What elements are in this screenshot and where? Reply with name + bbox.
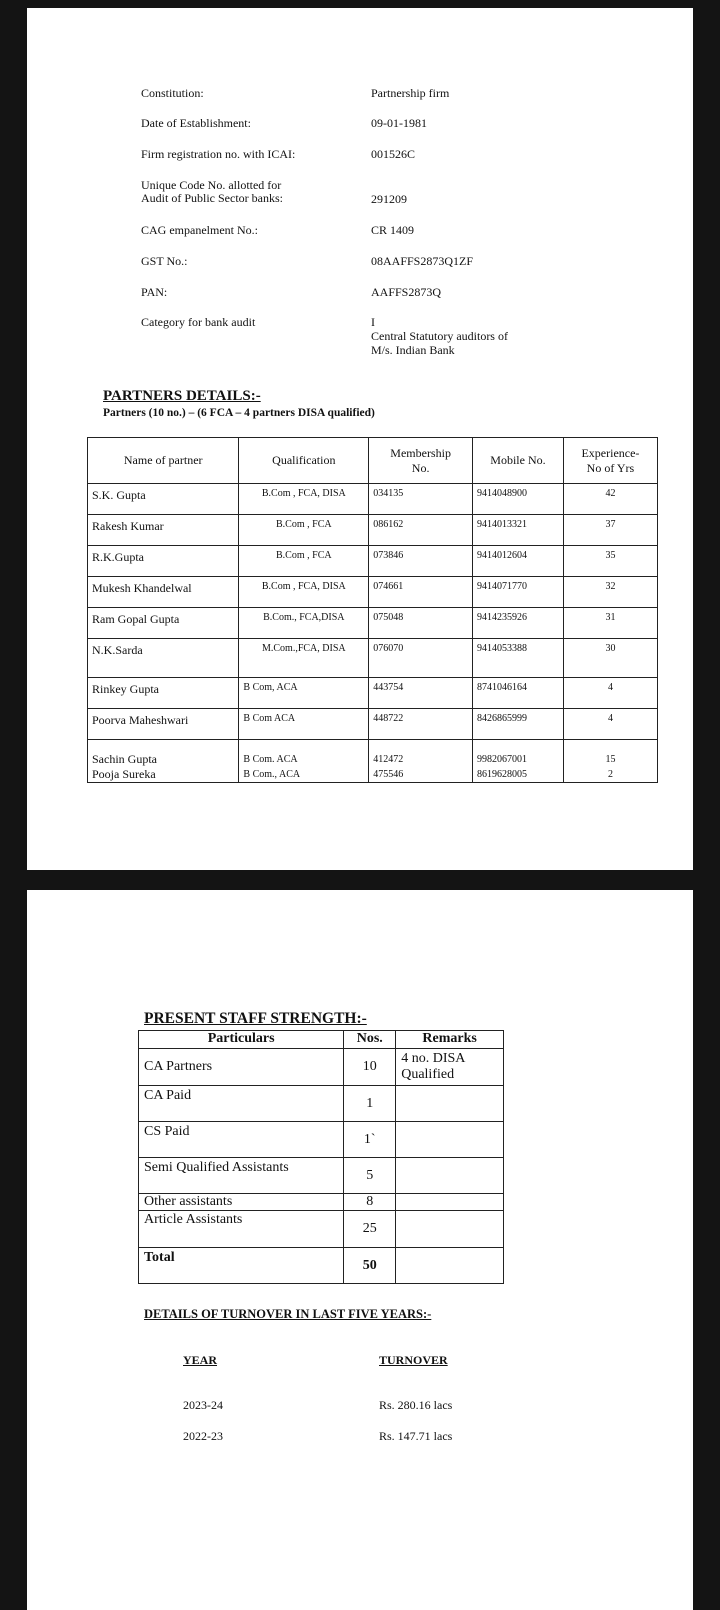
staff-particular: CS Paid: [139, 1122, 344, 1158]
partner-qualification: B.Com , FCA, DISA: [239, 484, 369, 515]
value-gst: 08AAFFS2873Q1ZF: [371, 254, 474, 268]
partner-mobile: 8619628005: [477, 769, 528, 780]
partner-mobile: 9414053388: [473, 639, 564, 678]
partner-experience: 35: [563, 546, 657, 577]
partner-qualification: B.Com , FCA, DISA: [239, 577, 369, 608]
partner-qualification: B.Com., FCA,DISA: [239, 608, 369, 639]
turnover-amount: Rs. 280.16 lacs: [379, 1398, 453, 1412]
staff-remarks: [396, 1049, 504, 1086]
partner-mobile: 9414071770: [473, 577, 564, 608]
partner-membership: 034135: [369, 484, 473, 515]
turnover-amount: Rs. 147.71 lacs: [379, 1429, 453, 1443]
staff-particular: Other assistants: [139, 1194, 343, 1211]
col-particulars: Particulars: [139, 1031, 344, 1049]
col-year: YEAR: [183, 1353, 218, 1367]
col-qualification: Qualification: [239, 438, 369, 484]
value-pan: AAFFS2873Q: [371, 285, 442, 299]
partner-membership: 074661: [369, 577, 473, 608]
partner-membership-pair: [369, 740, 473, 783]
partner-membership: 448722: [369, 709, 473, 740]
partner-experience: 4: [563, 678, 657, 709]
value-icai-reg: 001526C: [371, 147, 416, 161]
col-turnover: TURNOVER: [379, 1353, 448, 1367]
partner-experience: 32: [563, 577, 657, 608]
turnover-year: 2022-23: [183, 1429, 223, 1443]
staff-nos: 1`: [344, 1122, 396, 1158]
value-establishment: 09-01-1981: [371, 116, 427, 130]
partner-name: Rinkey Gupta: [88, 678, 239, 709]
label-icai-reg: Firm registration no. with ICAI:: [141, 147, 296, 161]
col-remarks: Remarks: [396, 1031, 504, 1049]
partner-mobile: 9414013321: [473, 515, 564, 546]
partners-table: [87, 437, 658, 783]
table-row: [88, 678, 658, 709]
staff-particular: Semi Qualified Assistants: [139, 1158, 344, 1194]
partner-mobile: 9982067001: [477, 754, 528, 765]
turnover-heading: DETAILS OF TURNOVER IN LAST FIVE YEARS:-: [144, 1307, 432, 1321]
partners-subheading: Partners (10 no.) – (6 FCA – 4 partners DISA qualified): [103, 407, 375, 419]
partners-header-row: [88, 438, 658, 484]
label-category: Category for bank audit: [141, 315, 256, 329]
staff-nos: 5: [344, 1158, 396, 1194]
col-name: Name of partner: [88, 438, 239, 484]
partner-experience: 4: [563, 709, 657, 740]
value-constitution: Partnership firm: [371, 86, 450, 100]
col-mobile: Mobile No.: [473, 438, 564, 484]
partner-qualification: M.Com.,FCA, DISA: [239, 639, 369, 678]
partners-heading: PARTNERS DETAILS:-: [103, 388, 261, 404]
partner-qualification: B.Com , FCA: [239, 546, 369, 577]
partner-name: N.K.Sarda: [88, 639, 239, 678]
table-row: [88, 608, 658, 639]
partner-qualification-pair: [239, 740, 369, 783]
value-cag: CR 1409: [371, 223, 415, 237]
col-experience-line2: No of Yrs: [586, 460, 635, 475]
partner-experience: 15: [605, 754, 616, 765]
partner-name: Rakesh Kumar: [88, 515, 239, 546]
turnover-year: 2023-24: [183, 1398, 223, 1412]
staff-nos: 8: [344, 1194, 395, 1211]
partner-membership: 086162: [369, 515, 473, 546]
staff-header-row: [139, 1031, 504, 1049]
document-page-1: [27, 8, 693, 870]
partner-qualification: B Com., ACA: [243, 769, 301, 780]
label-establishment: Date of Establishment:: [141, 116, 251, 130]
label-cag: CAG empanelment No.:: [141, 223, 258, 237]
col-experience: [563, 438, 657, 484]
partner-name: Ram Gopal Gupta: [88, 608, 239, 639]
partner-name: R.K.Gupta: [88, 546, 239, 577]
staff-remarks-line1: 4 no. DISA: [401, 1051, 466, 1066]
partner-membership: 443754: [369, 678, 473, 709]
partner-membership: 075048: [369, 608, 473, 639]
partner-name: Mukesh Khandelwal: [88, 577, 239, 608]
partner-experience: 2: [607, 769, 613, 780]
staff-remarks-pair: [396, 1194, 504, 1248]
partner-mobile: 8741046164: [473, 678, 564, 709]
partner-qualification: B Com ACA: [239, 709, 369, 740]
table-row: [88, 484, 658, 515]
table-row: [88, 709, 658, 740]
col-experience-line1: Experience-: [581, 445, 640, 460]
staff-nos: 25: [362, 1221, 377, 1236]
staff-remarks: [396, 1248, 504, 1284]
staff-remarks-line2: Qualified: [401, 1067, 455, 1082]
label-pan: PAN:: [141, 285, 168, 299]
label-constitution: Constitution:: [141, 86, 204, 100]
staff-particular-pair: [139, 1194, 344, 1248]
label-unique-code-2: Audit of Public Sector banks:: [141, 191, 283, 205]
label-gst: GST No.:: [141, 254, 188, 268]
staff-heading: PRESENT STAFF STRENGTH:-: [144, 1010, 367, 1027]
partner-experience: 31: [563, 608, 657, 639]
staff-particular: Article Assistants: [144, 1212, 243, 1227]
staff-total-nos: 50: [344, 1248, 396, 1284]
partner-name: Sachin Gupta: [92, 752, 157, 766]
col-membership-line1: Membership: [390, 445, 451, 460]
staff-nos-pair: [344, 1194, 396, 1248]
label-unique-code: Unique Code No. allotted for: [141, 178, 282, 192]
partner-qualification: B.Com , FCA: [239, 515, 369, 546]
partner-name: Pooja Sureka: [92, 767, 156, 781]
partner-name-pair: [88, 740, 239, 783]
partner-experience-pair: [563, 740, 657, 783]
partner-mobile: 8426865999: [473, 709, 564, 740]
partner-membership: 412472: [373, 754, 404, 765]
value-category-2: Central Statutory auditors of: [371, 329, 508, 343]
staff-particular: CA Paid: [139, 1086, 344, 1122]
staff-table: [138, 1030, 504, 1284]
partner-membership: 475546: [373, 769, 404, 780]
partner-experience: 30: [563, 639, 657, 678]
partner-mobile: 9414235926: [473, 608, 564, 639]
partner-name: Poorva Maheshwari: [88, 709, 239, 740]
staff-remarks: [396, 1194, 503, 1211]
table-row: [139, 1086, 504, 1122]
table-row: [88, 546, 658, 577]
col-membership: [369, 438, 473, 484]
staff-remarks: [396, 1158, 504, 1194]
table-row: [139, 1248, 504, 1284]
partner-membership: 073846: [369, 546, 473, 577]
table-row: [88, 639, 658, 678]
table-row: [139, 1158, 504, 1194]
staff-nos: 10: [344, 1049, 396, 1086]
partner-membership: 076070: [369, 639, 473, 678]
table-row: [88, 515, 658, 546]
staff-total-label: Total: [139, 1248, 344, 1284]
table-row: [139, 1194, 504, 1248]
partner-qualification: B Com, ACA: [239, 678, 369, 709]
partner-experience: 37: [563, 515, 657, 546]
staff-remarks: [396, 1086, 504, 1122]
staff-nos: 1: [344, 1086, 396, 1122]
table-row: [139, 1122, 504, 1158]
staff-remarks: [396, 1122, 504, 1158]
col-membership-line2: No.: [411, 460, 430, 475]
col-nos: Nos.: [344, 1031, 396, 1049]
staff-particular: CA Partners: [139, 1049, 344, 1086]
partner-name: S.K. Gupta: [88, 484, 239, 515]
document-page-2: [27, 890, 693, 1610]
value-category: I: [371, 315, 375, 329]
value-category-3: M/s. Indian Bank: [371, 343, 455, 357]
partner-experience: 42: [563, 484, 657, 515]
table-row: [88, 740, 658, 783]
table-row: [88, 577, 658, 608]
partner-mobile-pair: [473, 740, 564, 783]
table-row: [139, 1049, 504, 1086]
partner-mobile: 9414012604: [473, 546, 564, 577]
partner-qualification: B Com. ACA: [243, 754, 298, 765]
partner-mobile: 9414048900: [473, 484, 564, 515]
value-unique-code: 291209: [371, 192, 407, 206]
